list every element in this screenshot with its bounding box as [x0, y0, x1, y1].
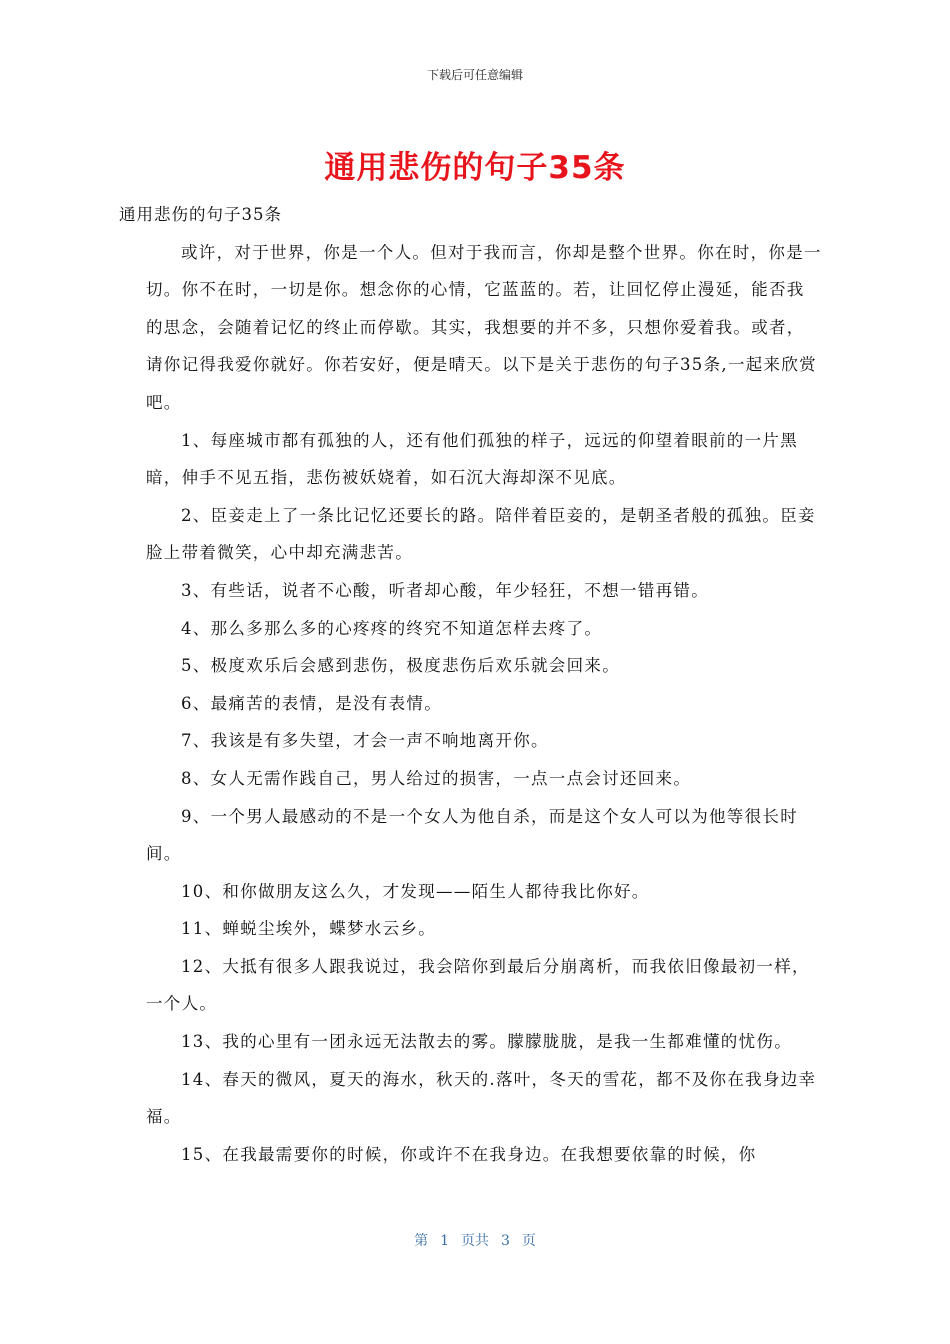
paragraph-item-3: 3、有些话，说者不心酸，听者却心酸，年少轻狂，不想一错再错。: [181, 580, 709, 600]
page-label-suffix: 页: [521, 1233, 536, 1249]
document-subtitle: 通用悲伤的句子35条: [119, 205, 282, 224]
total-pages: 3: [501, 1233, 510, 1249]
paragraph-item-13: 13、我的心里有一团永远无法散去的雾。朦朦胧胧，是我一生都难懂的忧伤。: [181, 1032, 792, 1052]
paragraph-item-11: 11、蝉蜕尘埃外，蝶梦水云乡。: [181, 919, 436, 939]
paragraph-item-6: 6、最痛苦的表情，是没有表情。: [181, 693, 442, 713]
paragraph-item-14: 14、春天的微风，夏天的海水，秋天的.落叶，冬天的雪花，都不及你在我身边幸福。: [146, 1069, 817, 1127]
paragraph-item-9: 9、一个男人最感动的不是一个女人为他自杀，而是这个女人可以为他等很长时间。: [146, 806, 798, 864]
paragraph-item-5: 5、极度欢乐后会感到悲伤，极度悲伤后欢乐就会回来。: [181, 656, 620, 676]
paragraph-item-1: 1、每座城市都有孤独的人，还有他们孤独的样子，远远的仰望着眼前的一片黑暗，伸手不见五指，悲伤被妖娆着，如石沉大海却深不见底。: [146, 430, 798, 488]
page-label-mid: 页共: [461, 1233, 489, 1249]
paragraph-item-15: 15、在我最需要你的时候，你或许不在我身边。在我想要依靠的时候，你: [181, 1144, 757, 1164]
page-number: 1: [440, 1233, 449, 1249]
document-title: 通用悲伤的句子35条: [324, 150, 626, 186]
paragraph-item-12: 12、大抵有很多人跟我说过，我会陪你到最后分崩离析，而我依旧像最初一样，一个人。: [146, 956, 810, 1014]
paragraph-item-7: 7、我该是有多失望，才会一声不响地离开你。: [181, 731, 549, 751]
document-body: [119, 196, 822, 1173]
paragraph-item-8: 8、女人无需作践自己，男人给过的损害，一点一点会讨还回来。: [181, 768, 692, 788]
page-footer: [0, 1230, 950, 1250]
paragraph-item-4: 4、那么多那么多的心疼疼的终究不知道怎样去疼了。: [181, 618, 603, 638]
page-label-prefix: 第: [414, 1233, 429, 1249]
paragraph-item-2: 2、臣妾走上了一条比记忆还要长的路。陪伴着臣妾的，是朝圣者般的孤独。臣妾脸上带着微笑，心中却充满悲苦。: [146, 505, 816, 563]
paragraph-intro: 或许，对于世界，你是一个人。但对于我而言，你却是整个世界。你在时，你是一切。你不在时，一切是你。想念你的心情，它蓝蓝的。若，让回忆停止漫延，能否我的思念，会随着记忆的终止而停歇。其实，我想要的并不多，只想你爱着我。或者，请你记得我爱你就好。你若安好，便是晴天。以下是关于悲伤的句子35条,一起来欣赏吧。: [146, 242, 822, 412]
paragraph-item-10: 10、和你做朋友这么久，才发现——陌生人都待我比你好。: [181, 881, 650, 901]
header-note: 下载后可任意编辑: [426, 68, 523, 82]
